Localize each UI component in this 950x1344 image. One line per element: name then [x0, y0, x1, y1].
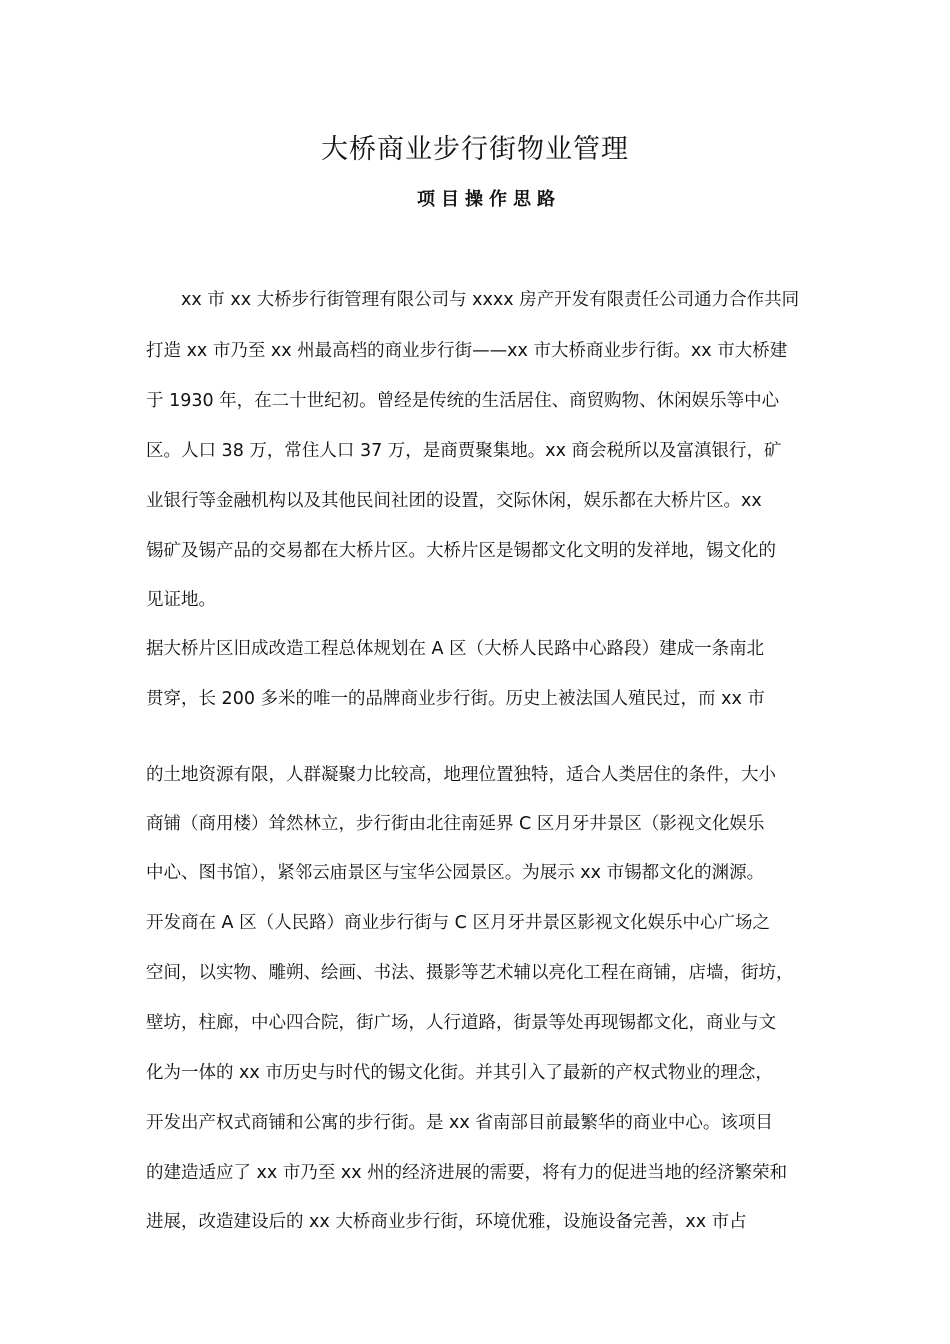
body-text-line: 区。人口 38 万，常住人口 37 万，是商贾聚集地。xx 商会税所以及富滇银行，矿 [146, 441, 782, 461]
body-text-line: 开发商在 A 区（人民路）商业步行街与 C 区月牙井景区影视文化娱乐中心广场之 [146, 913, 770, 933]
body-text-line: 的建造适应了 xx 市乃至 xx 州的经济进展的需要，将有力的促进当地的经济繁荣和 [146, 1163, 788, 1183]
body-text-line: 业银行等金融机构以及其他民间社团的设置，交际休闲，娱乐都在大桥片区。xx [146, 491, 762, 511]
body-text-line: 锡矿及锡产品的交易都在大桥片区。大桥片区是锡都文化文明的发祥地，锡文化的 [146, 541, 776, 561]
body-text-line: 化为一体的 xx 市历史与时代的锡文化街。并其引入了最新的产权式物业的理念， [146, 1063, 773, 1083]
body-text-line: 据大桥片区旧成改造工程总体规划在 A 区（大桥人民路中心路段）建成一条南北 [146, 639, 765, 659]
document-title: 大桥商业步行街物业管理 [321, 134, 629, 165]
body-text-line: 商铺（商用楼）耸然林立，步行街由北往南延界 C 区月牙井景区（影视文化娱乐 [146, 814, 765, 834]
document-subtitle: 项目操作思路 [417, 189, 561, 210]
body-text-line: 中心、图书馆），紧邻云庙景区与宝华公园景区。为展示 xx 市锡都文化的渊源。 [146, 863, 765, 883]
body-text-line: xx 市 xx 大桥步行街管理有限公司与 xxxx 房产开发有限责任公司通力合作共同 [181, 290, 800, 310]
body-text-line: 壁坊，柱廊，中心四合院，街广场，人行道路，街景等处再现锡都文化，商业与文 [146, 1013, 776, 1033]
body-text-line: 开发出产权式商铺和公寓的步行街。是 xx 省南部目前最繁华的商业中心。该项目 [146, 1113, 773, 1133]
body-text-line: 空间，以实物、雕朔、绘画、书法、摄影等艺术辅以亮化工程在商铺，店墙，街坊， [146, 963, 794, 983]
body-text-line: 打造 xx 市乃至 xx 州最高档的商业步行街——xx 市大桥商业步行街。xx 市大桥建 [146, 341, 788, 361]
body-text-line: 见证地。 [146, 590, 216, 610]
body-text-line: 贯穿，长 200 多米的唯一的品牌商业步行街。历史上被法国人殖民过，而 xx 市 [146, 689, 765, 709]
body-text-line: 进展，改造建设后的 xx 大桥商业步行街，环境优雅，设施设备完善，xx 市占 [146, 1212, 747, 1232]
body-text-line: 的土地资源有限，人群凝聚力比较高，地理位置独特，适合人类居住的条件，大小 [146, 765, 776, 785]
body-text-line: 于 1930 年，在二十世纪初。曾经是传统的生活居住、商贸购物、休闲娱乐等中心 [146, 391, 780, 411]
